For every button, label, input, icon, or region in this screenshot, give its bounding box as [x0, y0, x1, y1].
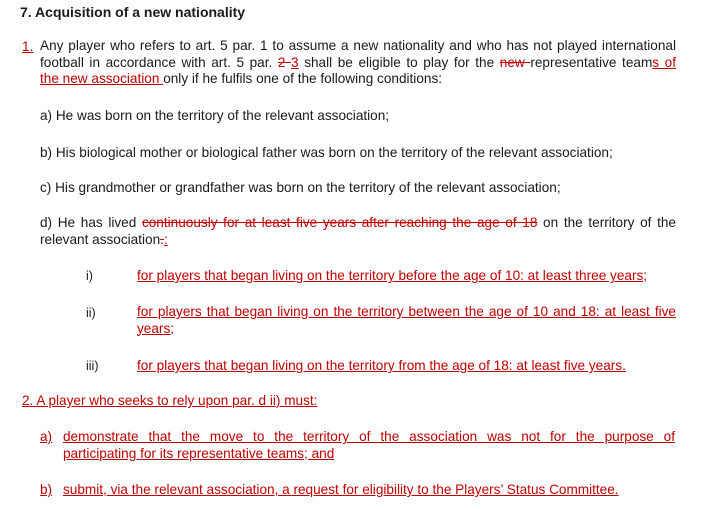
para-1-number: 1. [22, 39, 34, 54]
sub-item-text: years; [137, 320, 175, 336]
condition-d-text: d) He has lived [40, 215, 142, 230]
para-2-item-a [63, 429, 675, 462]
condition-d-text: relevant association [40, 231, 161, 247]
inserted-text: : [163, 231, 168, 247]
para-1-text: football in accordance with art. 5 par. [40, 54, 278, 70]
sub-item-number: i) [86, 269, 93, 283]
sub-item-number: ii) [86, 306, 96, 320]
sub-item-block [137, 304, 676, 337]
para-2-item-a-text: demonstrate that the move to the territory of the association was not for the purpose of [63, 429, 675, 444]
inserted-text: 3 [291, 54, 299, 70]
condition-d-line-1 [40, 215, 676, 232]
deleted-text: . [160, 231, 164, 247]
deleted-text: continuously for at least five years after reaching the age of 18 [141, 215, 538, 230]
deleted-text: 2 [277, 54, 292, 70]
para-2-header: 2. A player who seeks to rely upon par. d ii) must: [22, 393, 318, 408]
section-title: 7. Acquisition of a new nationality [20, 4, 246, 20]
deleted-text: new [499, 54, 531, 70]
condition-c: c) His grandmother or grandfather was born on the territory of the relevant association; [40, 180, 561, 195]
condition-b: b) His biological mother or biological father was born on the territory of the relevant association; [40, 145, 613, 160]
condition-d-line-2 [40, 232, 676, 249]
condition-d-text: on the territory of the [537, 215, 676, 230]
sub-item-text: for players that began living on the territory before the age of 10: at least three years; [137, 268, 648, 283]
sub-item-number: iii) [86, 359, 99, 373]
para-2-item-b-number: b) [40, 482, 53, 497]
inserted-text: the new association [40, 71, 164, 86]
para-1 [40, 38, 676, 88]
sub-item-text: for players that began living on the territory between the age of 10 and 18: at least five [137, 304, 676, 319]
condition-a: a) He was born on the territory of the relevant association; [40, 108, 390, 123]
para-1-line-1: Any player who refers to art. 5 par. 1 to assume a new nationality and who has not played international [40, 38, 676, 53]
para-2-item-b-text: submit, via the relevant association, a request for eligibility to the Players’ Status Committee. [63, 482, 619, 497]
para-1-text: representative team [530, 54, 653, 70]
para-1-text: shall be eligible to play for the [298, 54, 500, 70]
para-2-item-a-text: participating for its representative teams; and [63, 445, 335, 461]
condition-d [40, 215, 676, 248]
para-1-line-2 [40, 55, 676, 72]
sub-item-text: for players that began living on the territory from the age of 18: at least five years. [137, 358, 626, 373]
inserted-text: s of [652, 54, 677, 70]
para-2-item-a-number: a) [40, 429, 53, 444]
para-1-text: only if he fulfils one of the following conditions: [163, 71, 443, 86]
para-1-line-3 [40, 71, 676, 88]
